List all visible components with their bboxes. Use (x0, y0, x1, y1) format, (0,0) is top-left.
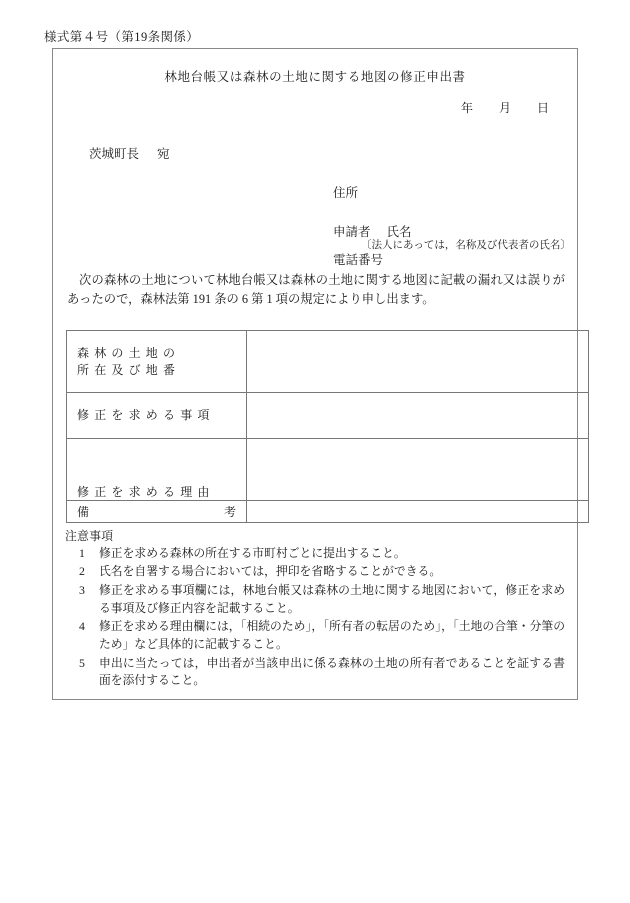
date-day-label: 日 (536, 101, 549, 115)
note-number: 4 (79, 619, 85, 634)
document-title: 林地台帳又は森林の土地に関する地図の修正申出書 (164, 70, 466, 84)
row-label-correction-reason-text: 修正を求める理由 (77, 484, 215, 499)
note-number: 2 (79, 564, 85, 579)
note-item (65, 582, 565, 618)
applicant-address-label: 住所 (333, 186, 359, 200)
form-number-label: 様式第４号（第19条関係） (44, 30, 200, 44)
addressee-line (89, 144, 170, 162)
applicant-block (333, 187, 571, 266)
row-label-location-line1: 森林の土地の (77, 346, 181, 361)
row-value-correction-items[interactable] (247, 393, 589, 439)
applicant-name-label: 氏名 (386, 224, 412, 239)
notes-section (65, 527, 565, 691)
applicant-phone-label: 電話番号 (333, 252, 384, 267)
row-label-remarks-left: 備 (77, 505, 90, 519)
addressee-recipient: 茨城町長 (89, 147, 140, 161)
applicant-label: 申請者 (333, 224, 371, 239)
note-item (65, 545, 565, 563)
row-value-remarks[interactable] (247, 501, 589, 523)
date-month-label: 月 (498, 101, 511, 115)
form-outer-frame (52, 48, 578, 700)
date-line (461, 99, 549, 116)
applicant-name-row (333, 226, 571, 239)
applicant-corporate-note: 〔法人にあっては，名称及び代表者の氏名〕 (361, 240, 571, 251)
table-row (67, 331, 589, 393)
note-number: 1 (79, 546, 85, 560)
note-text: 修正を求める森林の所在する市町村ごとに提出すること。 (99, 546, 406, 560)
table-row (67, 439, 589, 501)
row-value-correction-reason[interactable] (247, 439, 589, 501)
row-label-remarks-right: 考 (223, 505, 236, 519)
row-label-correction-items (67, 393, 247, 439)
table-row (67, 501, 589, 523)
note-text: 修正を求める事項欄には，林地台帳又は森林の土地に関する地図において，修正を求める事項及び修正内容を記載すること。 (99, 582, 565, 615)
note-number: 5 (79, 655, 85, 670)
table-row (67, 393, 589, 439)
note-number: 3 (79, 582, 85, 597)
note-text: 氏名を自署する場合においては，押印を省略することができる。 (99, 564, 442, 579)
note-text: 申出に当たっては，申出者が当該申出に係る森林の土地の所有者であることを証する書面を添付すること。 (99, 655, 565, 688)
form-table (66, 330, 589, 523)
note-item (65, 618, 565, 654)
row-label-location-line2: 所在及び地番 (77, 362, 181, 377)
note-item (65, 563, 565, 581)
note-item (65, 655, 565, 691)
addressee-suffix: 宛 (157, 147, 170, 161)
row-label-remarks-wrap (77, 503, 236, 520)
row-label-correction-reason (67, 439, 247, 501)
row-value-location[interactable] (247, 331, 589, 393)
row-label-remarks (67, 501, 247, 523)
notes-list (65, 545, 565, 690)
row-label-correction-items-text: 修正を求める事項 (77, 408, 215, 423)
body-paragraph: 次の森林の土地について林地台帳又は森林の土地に関する地図に記載の漏れ又は誤りがあったので，森林法第 191 条の 6 第 1 項の規定により申し出ます。 (67, 273, 565, 306)
form-frame-inner (53, 49, 577, 699)
notes-heading: 注意事項 (65, 529, 114, 543)
note-text: 修正を求める理由欄には，「相続のため」，「所有者の転居のため」，「土地の合筆・分筆のため」など具体的に記載すること。 (99, 619, 565, 652)
date-year-label: 年 (460, 101, 473, 115)
row-label-location (67, 331, 247, 393)
